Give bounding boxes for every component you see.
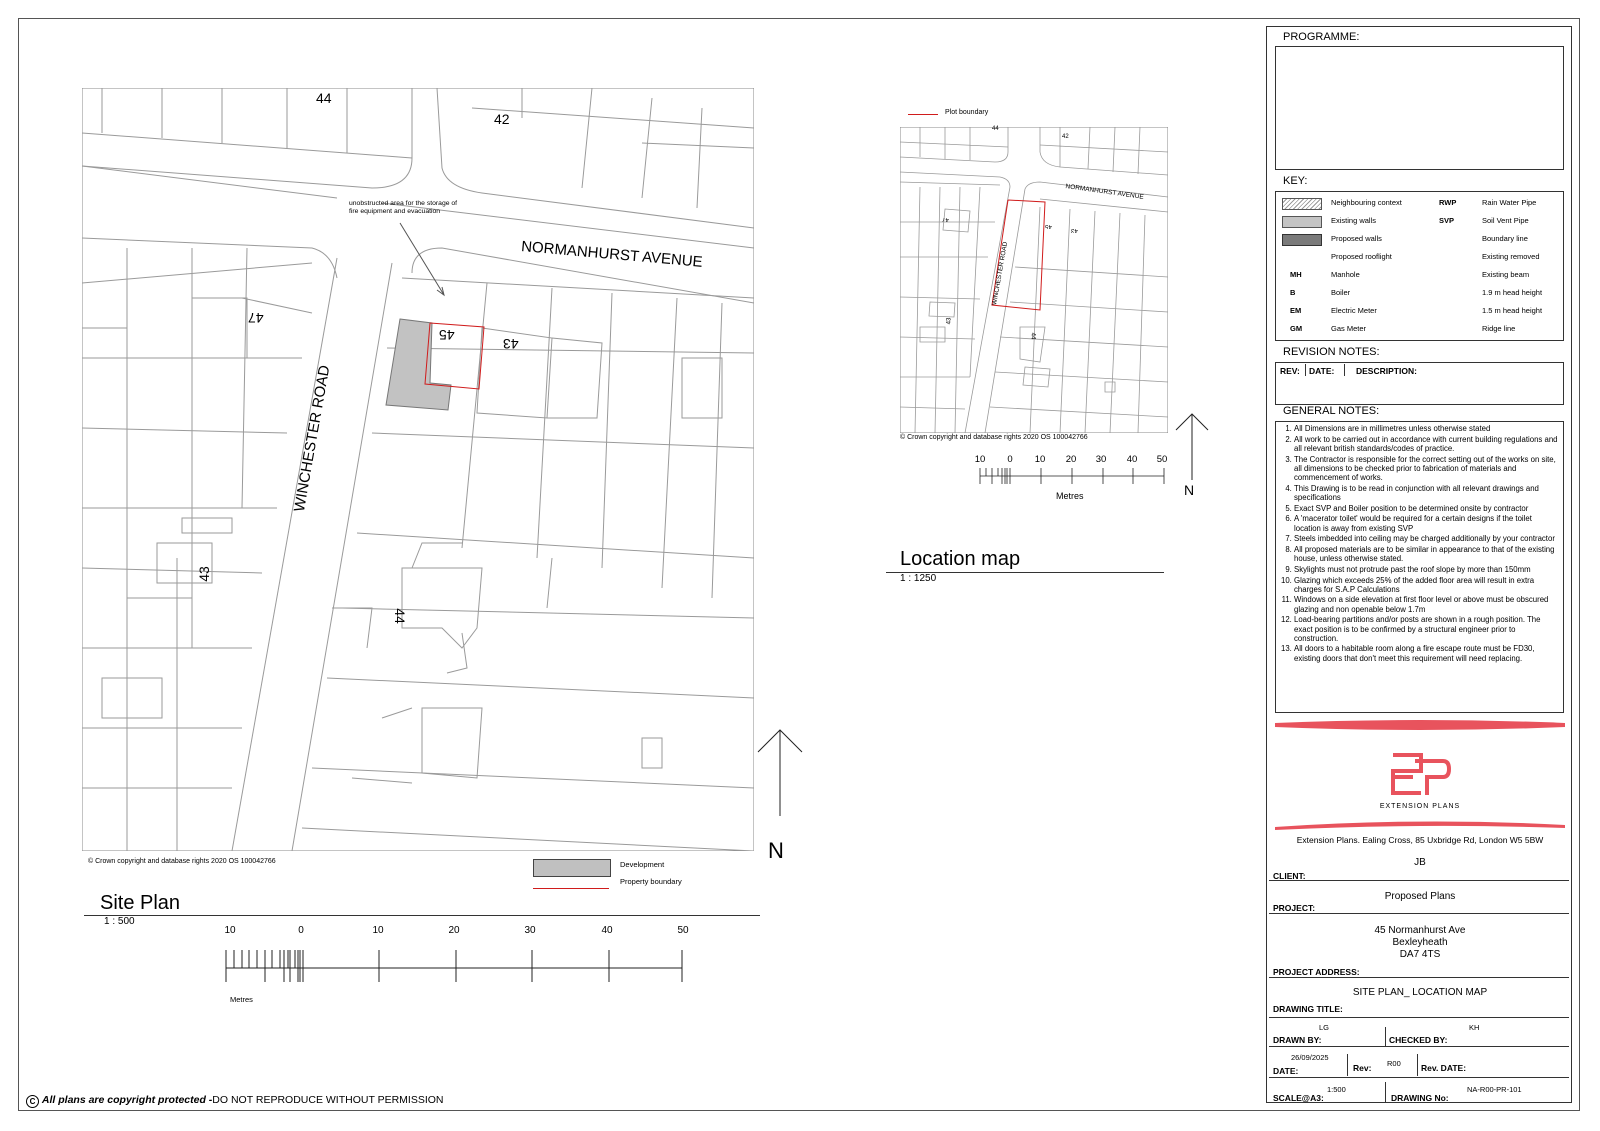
key-abbr-gm: GM bbox=[1290, 324, 1303, 333]
project-value: Proposed Plans bbox=[1384, 891, 1456, 902]
loc-scale-tick-label: 10 bbox=[974, 454, 986, 465]
legend-development-label: Development bbox=[620, 860, 665, 869]
divider bbox=[1269, 913, 1569, 914]
date-col: DATE: bbox=[1309, 366, 1335, 376]
key-label-item: Neighbouring context bbox=[1331, 198, 1402, 207]
house-number-45: 45 bbox=[439, 327, 455, 343]
site-plan-annotation: unobstructed area for the storage of fire equipment and evacuation bbox=[349, 200, 458, 215]
legend-boundary-label: Property boundary bbox=[620, 877, 682, 886]
general-notes-label: GENERAL NOTES: bbox=[1283, 405, 1380, 417]
drawn-by-value: LG bbox=[1319, 1023, 1330, 1032]
key-abbr-b: B bbox=[1290, 288, 1296, 297]
general-notes-list bbox=[1280, 424, 1559, 663]
key-abbr-svp: SVP bbox=[1439, 216, 1455, 225]
location-scale-unit: Metres bbox=[1056, 491, 1084, 501]
loc-house-44: 44 bbox=[992, 126, 999, 132]
project-address-line: Bexleyheath bbox=[1392, 937, 1448, 948]
logo-text: EXTENSION PLANS bbox=[1379, 803, 1461, 810]
key-label-item: Soil Vent Pipe bbox=[1482, 216, 1529, 225]
loc-scale-tick-label: 50 bbox=[1156, 454, 1168, 465]
revision-notes-label: REVISION NOTES: bbox=[1283, 346, 1380, 358]
scale-tick-label: 50 bbox=[677, 925, 689, 936]
key-label-item: Existing removed bbox=[1482, 252, 1540, 261]
key-label-item: Ridge line bbox=[1482, 324, 1516, 333]
drawn-by-label: DRAWN BY: bbox=[1273, 1035, 1322, 1045]
general-note: 11. Windows on a side elevation at first floor level or above must be obscured glazing and non openable below 1.7m bbox=[1294, 595, 1559, 613]
key-label-item: Existing beam bbox=[1482, 270, 1530, 279]
general-note: 2. All work to be carried out in accordance with current building regulations and all relevant british standards/codes of practice. bbox=[1294, 435, 1559, 453]
general-note: 10. Glazing which exceeds 25% of the added floor area will result in extra charges for S.A.P Calculations bbox=[1294, 576, 1559, 594]
key-label-item: Proposed rooflight bbox=[1331, 252, 1392, 261]
loc-house-47: 47 bbox=[942, 216, 949, 222]
date-divider bbox=[1344, 364, 1345, 376]
loc-road-winchester: WINCHESTER ROAD bbox=[991, 241, 1010, 306]
site-plan-scale-bar bbox=[220, 948, 690, 988]
scale-tick-label: 20 bbox=[448, 925, 460, 936]
legend-development-swatch bbox=[533, 859, 611, 877]
house-number-44-bottom: 44 bbox=[391, 608, 408, 624]
title-block bbox=[1266, 26, 1572, 1103]
divider bbox=[1269, 1017, 1569, 1018]
road-label-normanhurst: NORMANHURST AVENUE bbox=[520, 238, 704, 271]
drawing-no-value: NA-R00-PR-101 bbox=[1467, 1085, 1522, 1094]
house-number-44-top: 44 bbox=[316, 90, 332, 106]
description-col: DESCRIPTION: bbox=[1356, 366, 1417, 376]
key-label-item: Manhole bbox=[1331, 270, 1360, 279]
location-scale-bar bbox=[976, 466, 1168, 486]
rev-value: R00 bbox=[1387, 1059, 1401, 1068]
site-plan-north-label: N bbox=[768, 838, 784, 863]
general-note: 3. The Contractor is responsible for the correct setting out of the works on site, all dimensions to be checked prior to fabrication of materials and commencement of works. bbox=[1294, 455, 1559, 483]
project-address-line: DA7 4TS bbox=[1399, 949, 1441, 960]
project-address-line: 45 Normanhurst Ave bbox=[1374, 925, 1466, 936]
extension-plans-logo-icon bbox=[1387, 749, 1453, 799]
site-plan-copyright: © Crown copyright and database rights 2020 OS 100042766 bbox=[88, 858, 276, 865]
rev-label: Rev: bbox=[1353, 1063, 1372, 1073]
key-abbr-rwp: RWP bbox=[1439, 198, 1457, 207]
client-label: CLIENT: bbox=[1273, 871, 1306, 881]
rev-col: REV: bbox=[1280, 366, 1300, 376]
general-note: 8. All proposed materials are to be similar in appearance to that of the existing house, unless otherwise stated. bbox=[1294, 545, 1559, 563]
divider bbox=[1269, 1046, 1569, 1047]
site-plan-scale-unit: Metres bbox=[230, 995, 253, 1004]
site-plan-title-underline bbox=[84, 915, 760, 916]
general-note: 7. Steels imbedded into ceiling may be charged additionally by your contractor bbox=[1294, 534, 1559, 543]
location-map-title: Location map bbox=[900, 548, 1021, 570]
copyright-bold-text: All plans are copyright protected - bbox=[41, 1094, 213, 1106]
programme-box bbox=[1275, 46, 1564, 170]
drawing-no-label: DRAWING No: bbox=[1391, 1093, 1449, 1103]
house-number-42: 42 bbox=[494, 111, 510, 127]
road-label-winchester: WINCHESTER ROAD bbox=[290, 363, 334, 514]
date-value: 26/09/2025 bbox=[1291, 1053, 1329, 1062]
rev-divider bbox=[1305, 364, 1306, 376]
general-note: 4. This Drawing is to be read in conjunction with all relevant drawings and specifications bbox=[1294, 484, 1559, 502]
date-label: DATE: bbox=[1273, 1066, 1299, 1076]
existing-walls-swatch bbox=[1282, 216, 1322, 228]
loc-house-45: 45 bbox=[1045, 223, 1052, 229]
proposed-walls-swatch bbox=[1282, 234, 1322, 246]
house-number-43-right: 43 bbox=[503, 336, 519, 352]
key-label-item: Gas Meter bbox=[1331, 324, 1367, 333]
site-plan-scale: 1 : 500 bbox=[104, 916, 135, 927]
project-address-label: PROJECT ADDRESS: bbox=[1273, 967, 1360, 977]
drawing-title-label: DRAWING TITLE: bbox=[1273, 1004, 1343, 1014]
logo-bottom-swoosh bbox=[1275, 819, 1565, 833]
key-label-item: Boundary line bbox=[1482, 234, 1528, 243]
key-box bbox=[1275, 191, 1564, 341]
general-note: 13. All doors to a habitable room along a fire escape route must be FD30, existing doors that don't meet this requirement will need replacing. bbox=[1294, 644, 1559, 662]
divider bbox=[1385, 1082, 1386, 1102]
loc-house-43: 43 bbox=[1071, 227, 1078, 233]
client-value: JB bbox=[1414, 857, 1426, 868]
loc-scale-tick-label: 10 bbox=[1034, 454, 1046, 465]
scale-tick-label: 40 bbox=[601, 925, 613, 936]
location-map bbox=[900, 127, 1168, 433]
project-label: PROJECT: bbox=[1273, 903, 1316, 913]
rev-date-label: Rev. DATE: bbox=[1421, 1063, 1467, 1073]
house-number-43-left: 43 bbox=[195, 566, 212, 582]
plot-boundary-legend-label: Plot boundary bbox=[945, 109, 989, 116]
scale-tick-label: 0 bbox=[298, 925, 304, 936]
legend-boundary-line bbox=[533, 888, 609, 889]
divider bbox=[1269, 1077, 1569, 1078]
plot-boundary-legend-line bbox=[908, 114, 938, 115]
loc-scale-tick-label: 30 bbox=[1095, 454, 1107, 465]
location-map-copyright: © Crown copyright and database rights 2020 OS 100042766 bbox=[900, 434, 1088, 441]
programme-label: PROGRAMME: bbox=[1283, 31, 1360, 43]
scale-tick-label: 30 bbox=[524, 925, 536, 936]
divider bbox=[1417, 1054, 1418, 1076]
scale-tick-label: 10 bbox=[224, 925, 236, 936]
key-abbr-em: EM bbox=[1290, 306, 1302, 315]
loc-scale-tick-label: 20 bbox=[1065, 454, 1077, 465]
divider bbox=[1269, 977, 1569, 978]
loc-house-44-bottom: 44 bbox=[1029, 332, 1036, 340]
north-arrow-icon bbox=[756, 728, 806, 818]
loc-road-normanhurst: NORMANHURST AVENUE bbox=[1065, 183, 1145, 201]
general-note: 5. Exact SVP and Boiler position to be determined onsite by contractor bbox=[1294, 504, 1559, 513]
key-label-item: Electric Meter bbox=[1331, 306, 1377, 315]
logo-top-swoosh bbox=[1275, 719, 1565, 733]
hatch-swatch bbox=[1282, 198, 1322, 210]
key-label-item: Existing walls bbox=[1331, 216, 1377, 225]
loc-house-42: 42 bbox=[1062, 134, 1069, 140]
drawing-title-value: SITE PLAN_ LOCATION MAP bbox=[1352, 987, 1488, 998]
general-notes-box bbox=[1275, 421, 1564, 713]
key-label-item: 1.5 m head height bbox=[1482, 306, 1543, 315]
key-label-item: Rain Water Pipe bbox=[1482, 198, 1537, 207]
general-note: 6. A 'macerator toilet' would be required for a certain designs if the toilet location is away from existing SVP bbox=[1294, 514, 1559, 532]
house-number-47: 47 bbox=[248, 310, 264, 326]
key-label-item: Boiler bbox=[1331, 288, 1351, 297]
copyright-icon: C bbox=[26, 1095, 39, 1108]
copyright-normal-text: DO NOT REPRODUCE WITHOUT PERMISSION bbox=[212, 1094, 444, 1106]
copyright-footer bbox=[26, 1094, 444, 1108]
general-note: 1. All Dimensions are in millimetres unless otherwise stated bbox=[1294, 424, 1559, 433]
loc-scale-tick-label: 0 bbox=[1007, 454, 1013, 465]
loc-house-43-left: 43 bbox=[946, 317, 953, 325]
divider bbox=[1385, 1027, 1386, 1046]
scale-value: 1:500 bbox=[1327, 1085, 1346, 1094]
key-label-item: Proposed walls bbox=[1331, 234, 1382, 243]
divider bbox=[1347, 1054, 1348, 1076]
location-map-scale: 1 : 1250 bbox=[900, 573, 937, 584]
general-note: 9. Skylights must not protrude past the roof slope by more than 150mm bbox=[1294, 565, 1559, 574]
scale-tick-label: 10 bbox=[372, 925, 384, 936]
loc-scale-tick-label: 40 bbox=[1126, 454, 1138, 465]
checked-by-value: KH bbox=[1469, 1023, 1480, 1032]
site-plan-title: Site Plan bbox=[100, 892, 181, 914]
scale-label: SCALE@A3: bbox=[1273, 1093, 1324, 1103]
location-north-label: N bbox=[1184, 482, 1195, 498]
location-north-arrow-icon bbox=[1174, 412, 1210, 482]
divider bbox=[1269, 880, 1569, 881]
revision-box bbox=[1275, 362, 1564, 405]
key-label: KEY: bbox=[1283, 175, 1308, 187]
key-abbr-mh: MH bbox=[1290, 270, 1302, 279]
company-address: Extension Plans. Ealing Cross, 85 Uxbridge Rd, London W5 5BW bbox=[1296, 835, 1544, 845]
key-label-item: 1.9 m head height bbox=[1482, 288, 1543, 297]
general-note: 12. Load-bearing partitions and/or posts are shown in a rough position. The exact position is to be confirmed by a structural engineer prior to construction. bbox=[1294, 615, 1559, 643]
checked-by-label: CHECKED BY: bbox=[1389, 1035, 1448, 1045]
